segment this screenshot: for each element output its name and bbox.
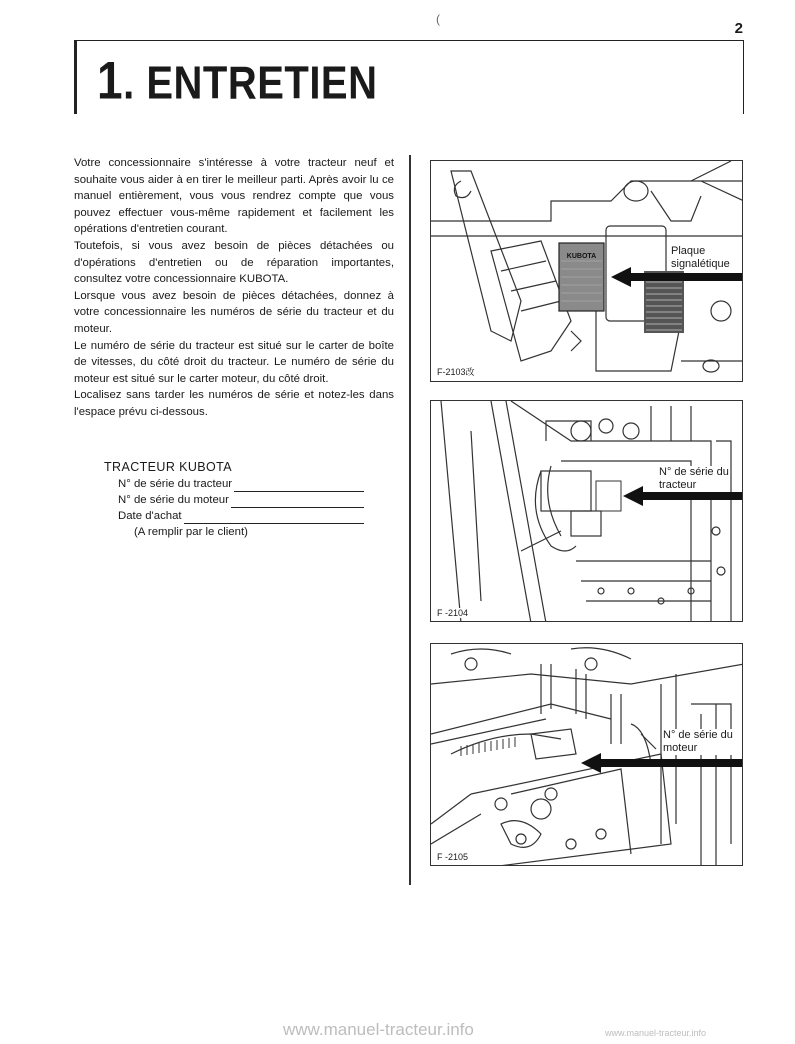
paragraph: Le numéro de série du tracteur est situé sur le carter de boîte de vitesses, du côté droit du tracteur. Le numéro de série du moteur est situé sur le carter moteur, du côté droit.	[74, 339, 394, 385]
paragraph: Lorsque vous avez besoin de pièces détachées, donnez à votre concessionnaire les numéros de série du tracteur et du moteur.	[74, 289, 394, 335]
purchase-date-blank	[184, 512, 364, 524]
page-number: 2	[734, 20, 743, 37]
figure-plate	[430, 160, 743, 382]
figure-engine-drawing	[431, 644, 743, 866]
engine-serial-blank	[231, 496, 364, 508]
chapter-title-box	[74, 40, 744, 114]
figure-code: F-2103改	[437, 367, 475, 377]
tractor-serial-row	[104, 476, 364, 492]
engine-serial-callout	[663, 729, 733, 755]
paragraph: Votre concessionnaire s'intéresse à votre tracteur neuf et souhaite vous aider à en tirer le meilleur parti. Après avoir lu ce manuel entièrement, vous vous rendrez compte que vous pouvez effectuer vous-même rapidement et facilement les opérations d'entretien courant.	[74, 157, 394, 236]
chapter-title-text: . ENTRETIEN	[123, 58, 378, 109]
figure-code: F -2104	[437, 608, 469, 618]
plate-callout	[671, 245, 730, 271]
kubota-plate-label: KUBOTA	[566, 253, 597, 260]
purchase-date-row	[104, 508, 364, 524]
engine-serial-row	[104, 492, 364, 508]
chapter-title	[97, 49, 378, 111]
tractor-serial-callout	[659, 466, 729, 492]
paragraph: Localisez sans tarder les numéros de série et notez-les dans l'espace prévu ci-dessous.	[74, 389, 394, 418]
form-note: (A remplir par le client)	[134, 526, 248, 538]
chapter-number: 1	[97, 50, 124, 110]
purchase-date-label: Date d'achat	[118, 510, 182, 522]
figure-plate-drawing	[431, 161, 743, 382]
form-heading: TRACTEUR KUBOTA	[104, 460, 232, 474]
serial-number-form	[104, 459, 364, 540]
tractor-serial-callout-line1: N° de série du	[659, 466, 729, 478]
figure-tractor-drawing	[431, 401, 743, 622]
engine-serial-label: N° de série du moteur	[118, 494, 229, 506]
engine-serial-callout-line2: moteur	[663, 742, 698, 754]
margin-mark: (	[436, 12, 440, 26]
plate-callout-line2: signalétique	[671, 258, 730, 270]
plate-callout-line1: Plaque	[671, 245, 706, 257]
tractor-serial-label: N° de série du tracteur	[118, 478, 233, 490]
intro-text	[74, 155, 394, 421]
paragraph: Toutefois, si vous avez besoin de pièces détachées ou d'opérations d'entretien ou de réparation importantes, consultez votre concessionnaire KUBOTA.	[74, 239, 394, 286]
figure-tractor-serial	[430, 400, 743, 622]
watermark-small: www.manuel-tracteur.info	[605, 1028, 707, 1038]
tractor-serial-blank	[234, 480, 364, 492]
tractor-serial-callout-line2: tracteur	[659, 479, 697, 491]
column-divider	[409, 155, 411, 885]
figure-code: F -2105	[437, 852, 469, 862]
figure-engine-serial	[430, 643, 743, 866]
engine-serial-callout-line1: N° de série du	[663, 729, 733, 741]
watermark: www.manuel-tracteur.info	[283, 1020, 474, 1039]
